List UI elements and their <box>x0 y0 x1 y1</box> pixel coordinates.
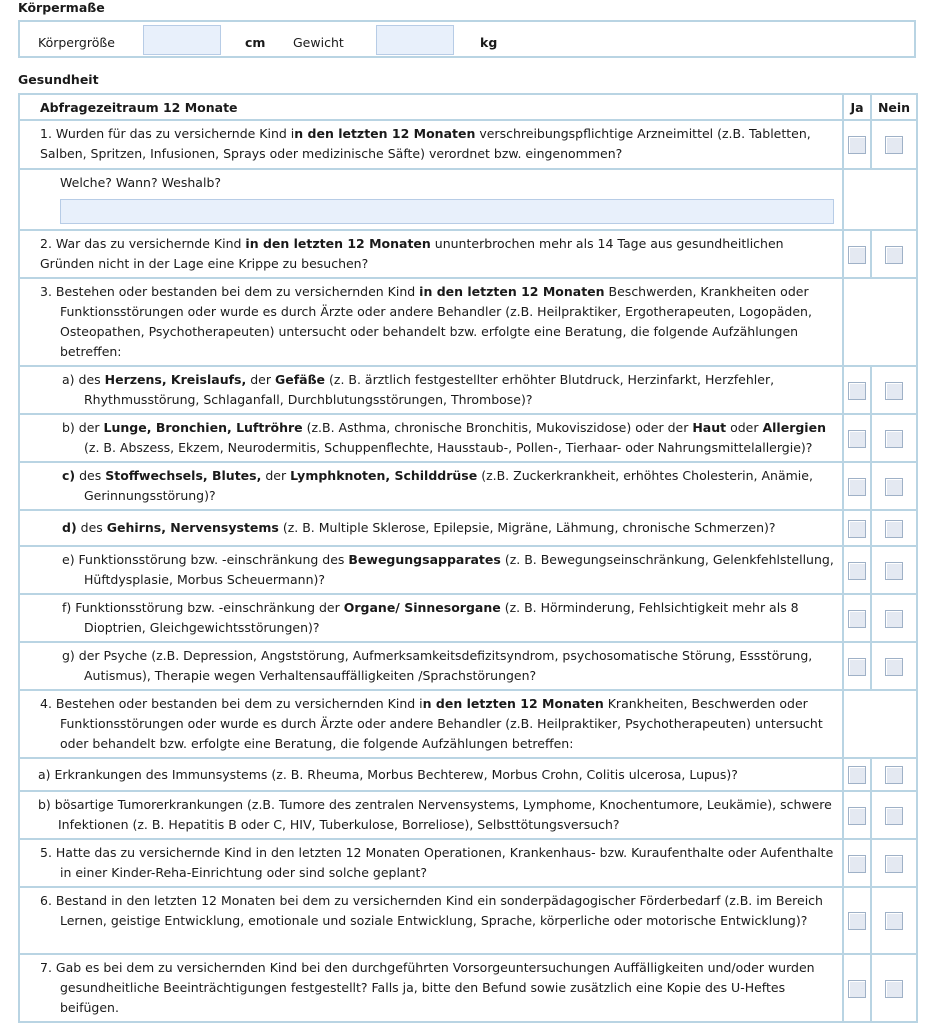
q4a-nein-cell <box>871 758 917 791</box>
groesse-unit: cm <box>245 35 266 50</box>
q3c-ja-cell <box>843 462 871 510</box>
q3e-b1: Bewegungsapparates <box>348 552 501 567</box>
q2-text-pre: 2. War das zu versichernde Kind <box>40 236 246 251</box>
q3b-nein-checkbox[interactable] <box>885 430 903 448</box>
q3b-t1: b) der <box>62 420 104 435</box>
q2-ja-cell <box>843 230 871 278</box>
q1-nein-checkbox[interactable] <box>885 136 903 154</box>
q3f-ja-cell <box>843 594 871 642</box>
q3g-t1: g) der Psyche (z.B. Depression, Angststörung, Aufmerksamkeitsdefizitsyndrom, psychosomatische Störung, Essstörung, Autismus), Therapie wegen Verhaltensauffälligkeiten /Sprachstörungen? <box>62 648 813 683</box>
q3-empty-cell <box>843 278 917 366</box>
q6-ja-checkbox[interactable] <box>848 912 866 930</box>
q2-text-post: ununterbrochen mehr als 14 Tage aus gesundheitlichen Gründen nicht in der Lage eine Krippe zu besuchen? <box>40 236 784 271</box>
q1-nein-cell <box>871 120 917 169</box>
q3b-nein-cell <box>871 414 917 462</box>
q1-ja-cell <box>843 120 871 169</box>
question-3c-text <box>19 462 843 510</box>
q3c-b1: Stoffwechsels, Blutes, <box>105 468 262 483</box>
q3c-b2: Lymphknoten, Schilddrüse <box>290 468 478 483</box>
q5-ja-checkbox[interactable] <box>848 855 866 873</box>
q1-text-bold: n den letzten 12 Monaten <box>294 126 476 141</box>
q3g-ja-checkbox[interactable] <box>848 658 866 676</box>
q3c-t1: des <box>75 468 106 483</box>
question-4a-text: a) Erkrankungen des Immunsystems (z. B. Rheuma, Morbus Bechterew, Morbus Crohn, Colitis ulcerosa, Lupus)? <box>19 758 843 791</box>
question-row-4 <box>19 690 917 758</box>
question-row-5 <box>19 839 917 887</box>
nein-header: Nein <box>871 94 917 120</box>
q3c-nein-checkbox[interactable] <box>885 478 903 496</box>
section-title-koerpermasse: Körpermaße <box>18 0 105 15</box>
question-row-3b <box>19 414 917 462</box>
question-2-text <box>19 230 843 278</box>
q5-ja-cell <box>843 839 871 887</box>
q3b-t3: oder <box>726 420 763 435</box>
q3f-nein-checkbox[interactable] <box>885 610 903 628</box>
groesse-field[interactable] <box>143 25 221 55</box>
q3-text-bold: in den letzten 12 Monaten <box>419 284 605 299</box>
q3f-ja-checkbox[interactable] <box>848 610 866 628</box>
q4a-nein-checkbox[interactable] <box>885 766 903 784</box>
q4a-ja-checkbox[interactable] <box>848 766 866 784</box>
question-row-7 <box>19 954 917 1022</box>
gewicht-unit: kg <box>480 35 498 50</box>
q3g-nein-checkbox[interactable] <box>885 658 903 676</box>
question-row-3d <box>19 510 917 546</box>
gewicht-label: Gewicht <box>293 35 344 50</box>
question-row-3f <box>19 594 917 642</box>
health-questions-table <box>18 93 918 1023</box>
q3f-t2: (z. B. Hörminderung, Fehlsichtigkeit mehr als 8 Dioptrien, Gleichgewichtsstörungen)? <box>84 600 799 635</box>
question-3-text <box>19 278 843 366</box>
question-row-3c <box>19 462 917 510</box>
q6-nein-checkbox[interactable] <box>885 912 903 930</box>
q1-detail-empty-cell <box>843 169 917 230</box>
question-3a-text <box>19 366 843 414</box>
q3b-t2: (z.B. Asthma, chronische Bronchitis, Mukoviszidose) oder der <box>302 420 693 435</box>
q3a-t1: a) des <box>62 372 105 387</box>
question-4b-text <box>19 791 843 839</box>
q3c-t3: (z.B. Zuckerkrankheit, erhöhtes Cholesterin, Anämie, Gerinnungsstörung)? <box>84 468 813 503</box>
q3e-t1: e) Funktionsstörung bzw. -einschränkung des <box>62 552 349 567</box>
q3-text-pre: 3. Bestehen oder bestanden bei dem zu versichernden Kind <box>40 284 420 299</box>
q2-text-bold: in den letzten 12 Monaten <box>245 236 431 251</box>
q3a-t3: (z. B. ärztlich festgestellter erhöhter Blutdruck, Herzinfarkt, Herzfehler, Rhythmusstörung, Schlaganfall, Durchblutungsstörungen, Thrombose)? <box>84 372 775 407</box>
question-row-3e <box>19 546 917 594</box>
q4b-ja-cell <box>843 791 871 839</box>
q4b-t1: b) bösartige Tumorerkrankungen (z.B. Tumore des zentralen Nervensystems, Lymphome, Knochentumore, Leukämie), schwere Infektionen (z. B. Hepatitis B oder C, HIV, Tuberkulose, Borreliose), Selbsttötungsversuch? <box>38 797 832 832</box>
question-4-text <box>19 690 843 758</box>
q3f-nein-cell <box>871 594 917 642</box>
question-row-2 <box>19 230 917 278</box>
q5-t1: 5. Hatte das zu versichernde Kind in den letzten 12 Monaten Operationen, Krankenhaus- bzw. Kuraufenthalte oder Aufenthalte in einer Kinder-Reha-Einrichtung oder sind solche geplant? <box>40 845 834 880</box>
q4b-ja-checkbox[interactable] <box>848 807 866 825</box>
question-row-3a <box>19 366 917 414</box>
q7-t1: 7. Gab es bei dem zu versichernden Kind bei den durchgeführten Vorsorgeuntersuchungen Auffälligkeiten und/oder wurden gesundheitliche Beeinträchtigungen festgestellt? Falls ja, bitte den Befund sowie zusätzlich eine Kopie des U-Heftes beifügen. <box>40 960 815 1015</box>
q1-text-post: verschreibungspflichtige Arzneimittel (z.B. Tabletten, Salben, Spritzen, Infusionen, Sprays oder medizinische Säfte) verordnet bzw. eingenommen? <box>40 126 811 161</box>
question-5-text <box>19 839 843 887</box>
q5-nein-cell <box>871 839 917 887</box>
question-3b-text <box>19 414 843 462</box>
q3d-ja-checkbox[interactable] <box>848 520 866 538</box>
q3a-nein-checkbox[interactable] <box>885 382 903 400</box>
q7-nein-checkbox[interactable] <box>885 980 903 998</box>
q3g-nein-cell <box>871 642 917 690</box>
q3e-nein-checkbox[interactable] <box>885 562 903 580</box>
q3d-ja-cell <box>843 510 871 546</box>
question-row-4a <box>19 758 917 791</box>
q3d-nein-cell <box>871 510 917 546</box>
q3b-ja-checkbox[interactable] <box>848 430 866 448</box>
q3e-t2: (z. B. Bewegungseinschränkung, Gelenkfehlstellung, Hüftdysplasie, Morbus Scheuermann)? <box>84 552 834 587</box>
q6-nein-cell <box>871 887 917 954</box>
q7-ja-cell <box>843 954 871 1022</box>
question-3e-text <box>19 546 843 594</box>
q3f-t1: f) Funktionsstörung bzw. -einschränkung der <box>62 600 344 615</box>
question-3d-text <box>19 510 843 546</box>
q3d-t1: des <box>76 520 107 535</box>
q2-nein-checkbox[interactable] <box>885 246 903 264</box>
q6-ja-cell <box>843 887 871 954</box>
q3d-b0: d) <box>62 520 77 535</box>
question-3f-text <box>19 594 843 642</box>
question-6-text <box>19 887 843 954</box>
section-title-gesundheit: Gesundheit <box>18 72 99 87</box>
q2-nein-cell <box>871 230 917 278</box>
q3-text-post: Beschwerden, Krankheiten oder Funktionsstörungen oder wurde es durch Ärzte oder andere Behandler (z.B. Heilpraktiker, Ergotherapeuten, Logopäden, Osteopathen, Psychotherapeuten) untersucht oder behandelt bzw. erfolgte eine Beratung, die folgende Aufzählungen betreffen: <box>60 284 812 359</box>
question-7-text <box>19 954 843 1022</box>
q5-nein-checkbox[interactable] <box>885 855 903 873</box>
question-row-4b <box>19 791 917 839</box>
q3b-b1: Lunge, Bronchien, Luftröhre <box>103 420 303 435</box>
q3g-ja-cell <box>843 642 871 690</box>
q3a-b2: Gefäße <box>274 372 326 387</box>
q3b-t4: (z. B. Abszess, Ekzem, Neurodermitis, Schuppenflechte, Hausstaub-, Pollen-, Tierhaar- oder Nahrungsmittelallergie)? <box>84 440 813 455</box>
q4a-ja-cell <box>843 758 871 791</box>
q3f-b1: Organe/ Sinnesorgane <box>343 600 501 615</box>
period-header: Abfragezeitraum 12 Monate <box>19 94 843 120</box>
q1-detail-cell <box>19 169 843 230</box>
q3b-b2: Haut <box>692 420 727 435</box>
q7-nein-cell <box>871 954 917 1022</box>
q6-t1: 6. Bestand in den letzten 12 Monaten bei dem zu versichernden Kind ein sonderpädagogischer Förderbedarf (z.B. im Bereich Lernen, geistige Entwicklung, emotionale und soziale Entwicklung, Sprache, körperliche oder motorische Entwicklung)? <box>40 893 823 928</box>
q1-ja-checkbox[interactable] <box>848 136 866 154</box>
q3d-t2: (z. B. Multiple Sklerose, Epilepsie, Migräne, Lähmung, chronische Schmerzen)? <box>278 520 776 535</box>
question-row-3 <box>19 278 917 366</box>
q3e-nein-cell <box>871 546 917 594</box>
q4-text-bold: n den letzten 12 Monaten <box>422 696 604 711</box>
q3c-nein-cell <box>871 462 917 510</box>
question-3g-text <box>19 642 843 690</box>
question-1-text <box>19 120 843 169</box>
q3a-t2: der <box>246 372 275 387</box>
q7-ja-checkbox[interactable] <box>848 980 866 998</box>
table-header-row <box>19 94 917 120</box>
groesse-label: Körpergröße <box>38 35 115 50</box>
q3b-ja-cell <box>843 414 871 462</box>
ja-header: Ja <box>843 94 871 120</box>
question-row-6 <box>19 887 917 954</box>
q3a-ja-checkbox[interactable] <box>848 382 866 400</box>
question-row-3g <box>19 642 917 690</box>
q2-ja-checkbox[interactable] <box>848 246 866 264</box>
q3a-nein-cell <box>871 366 917 414</box>
q3a-ja-cell <box>843 366 871 414</box>
q3b-b3: Allergien <box>762 420 826 435</box>
q3c-t2: der <box>261 468 291 483</box>
q1-text-pre: 1. Wurden für das zu versichernde Kind i <box>40 126 295 141</box>
q1-detail-label: Welche? Wann? Weshalb? <box>60 175 222 190</box>
q4-text-post: Krankheiten, Beschwerden oder Funktionsstörungen oder wurde es durch Ärzte oder andere Behandler (z.B. Heilpraktiker, Psychotherapeuten) untersucht oder behandelt bzw. erfolgte eine Beratung, die folgende Aufzählungen betreffen: <box>60 696 823 751</box>
q4b-nein-cell <box>871 791 917 839</box>
q3d-b1: Gehirns, Nervensystems <box>106 520 279 535</box>
q1-detail-field[interactable] <box>60 199 834 224</box>
q3e-ja-checkbox[interactable] <box>848 562 866 580</box>
question-row-1-detail <box>19 169 917 230</box>
q3c-ja-checkbox[interactable] <box>848 478 866 496</box>
q3a-b1: Herzens, Kreislaufs, <box>104 372 247 387</box>
q3d-nein-checkbox[interactable] <box>885 520 903 538</box>
q4b-nein-checkbox[interactable] <box>885 807 903 825</box>
question-row-1 <box>19 120 917 169</box>
q4-empty-cell <box>843 690 917 758</box>
gewicht-field[interactable] <box>376 25 454 55</box>
q3c-b0: c) <box>62 468 76 483</box>
q4-text-pre: 4. Bestehen oder bestanden bei dem zu versichernden Kind i <box>40 696 423 711</box>
q3e-ja-cell <box>843 546 871 594</box>
